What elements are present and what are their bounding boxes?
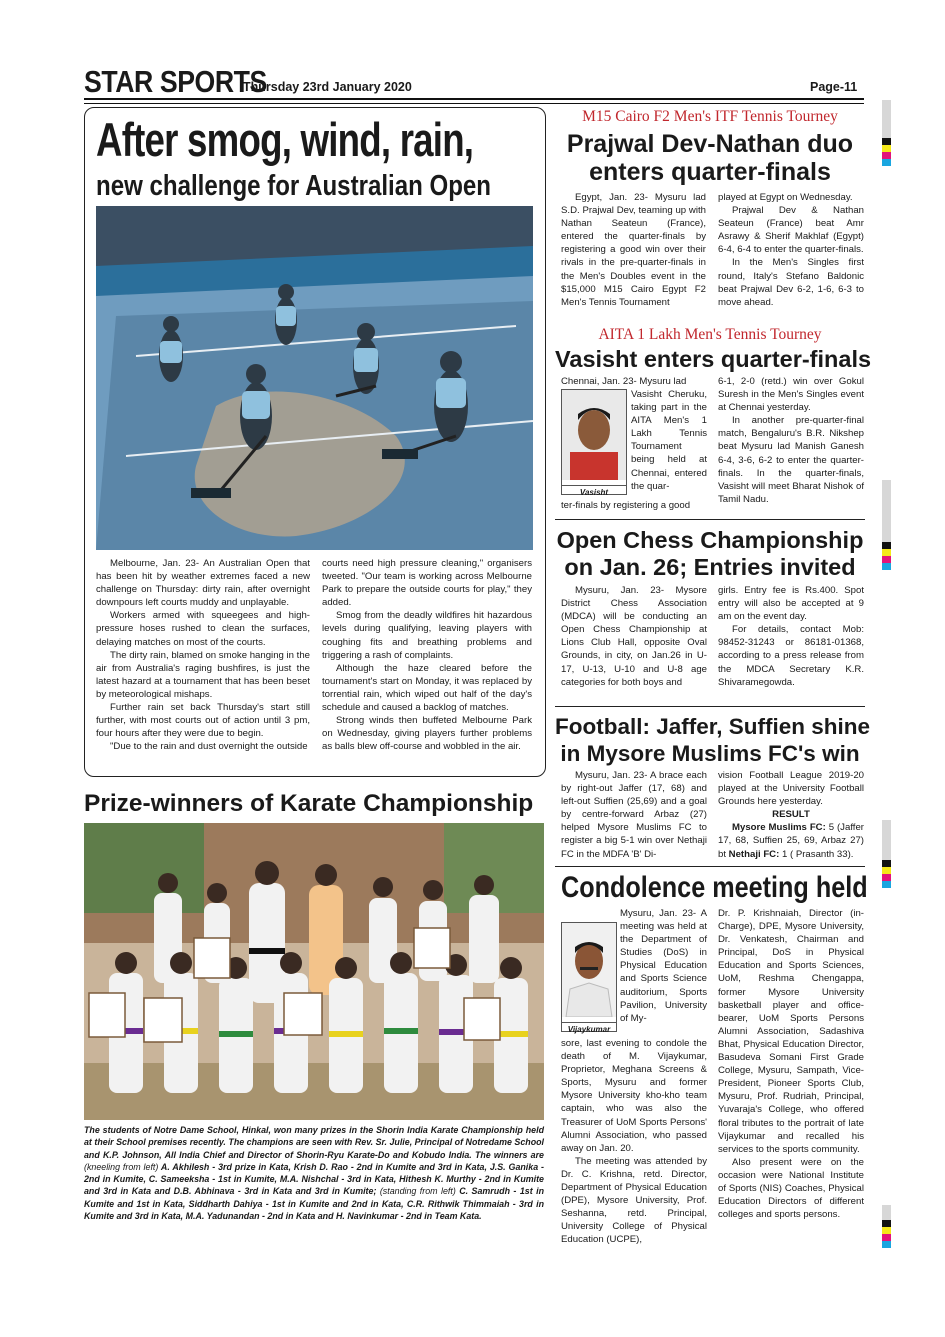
print-registration-bar [882,1205,891,1248]
print-registration-bar [882,480,891,570]
lead-paragraph: Workers armed with squeegees and high-pressure hoses rushed to clean the surfaces, delaying matches on most of the courts. [96,610,310,648]
header-rule-thin [84,103,864,104]
vasisht-photo-label: Vasisht [562,485,626,499]
caption-part: C. Samrudh - 1st in Kumite and 1st in Kata, Siddharth Dahiya - 1st in Kumite and 2nd in Kata, C.R. Rithwik Thimmaiah - 3rd in Kumite and 3rd in Kata, M.A. Yadunandan - 2nd in Kata and H. Navinkumar - 2nd in Team Kata. [84,1186,544,1222]
football-result-label: RESULT [772,809,810,821]
caption-part: The students of Notre Dame School, Hinkal, won many prizes in the Shorin India Karate Championship held at their School premises recently. The champions are seen with Rev. Sr. Julie, Principal of Notredame School and K.P. Johnson, All India Chief and Director of Shorin-Ryu Karate-Do and Kobudo India. The winners are [84,1125,544,1160]
chess-paragraph: girls. Entry fee is Rs.400. Spot entry will also be accepted at 9 am on the event day. [718,585,864,623]
tennis2-kicker: AITA 1 Lakh Men's Tennis Tourney [598,326,822,343]
caption-standing: (standing from left) [379,1186,456,1197]
court-cleaning-illustration [96,206,533,550]
chess-headline-2: on Jan. 26; Entries invited [564,554,856,580]
page-number: Page-11 [810,80,858,94]
section-divider [555,519,865,520]
condolence-paragraph: Also present were on the occasion were National Institute of Sports (NIS) Coaches, Physical Education Directors of different colleges and sports persons. [718,1156,864,1221]
lead-paragraph: Melbourne, Jan. 23- An Australian Open that has been hit by weather extremes faced a new challenge on Thursday: dirty rain, after overnight downpours left courts muddy and unplayable. [96,558,310,609]
karate-headline: Prize-winners of Karate Championship [84,790,534,817]
tennis1-headline-1: Prajwal Dev-Nathan duo [566,130,854,158]
lead-paragraph: The dirty rain, blamed on smoke hanging in the air from Australia's raging bushfires, is just the latest hazard at a tournament that has been beset by meteorological mishaps. [96,649,310,700]
vijaykumar-photo [561,922,617,1032]
condolence-column-1 [561,1037,707,1247]
football-headline-2: in Mysore Muslims FC's win [560,741,860,766]
chess-column-2 [718,584,864,689]
tennis1-column-1 [561,191,706,309]
tennis1-paragraph: played at Egypt on Wednesday. [718,192,853,203]
tennis2-paragraph: 6-1, 2-0 (retd.) win over Gokul Suresh in the Men's Singles event at Chennai yesterday. [718,376,864,414]
football-result [718,821,864,860]
tennis2-column-2 [718,375,864,506]
tennis2-paragraph: In another pre-quarter-final match, Bengaluru's B.R. Nikshep beat Mysuru lad Manish Ganesh 6-4, 3-6, 6-2 to enter the quarter-finals. In the quarter-finals, Vasisht will meet Bharat Nishok of Tamil Nadu. [718,415,864,505]
caption-kneeling: (kneeling from left) [84,1161,159,1172]
lead-paragraph: courts need high pressure cleaning," organisers tweeted. "Our team is working across Melbourne Park to prepare the outside courts for play," they added. [322,558,532,609]
football-paragraph: Mysuru, Jan. 23- A brace each by right-out Jaffer (17, 68) and left-out Suffien (25,69) and a goal by centre-forward Arbaz (27) helped Mysore Muslims FC to register a big 5-1 win over Nethaji FC in the MDFA 'B' Di- [561,770,707,860]
condolence-column-2 [718,907,864,1221]
issue-date: Thursday 23rd January 2020 [243,80,412,94]
lead-paragraph: Smog from the deadly wildfires hit hazardous levels during qualifying, leaving players with coughing fits and breathing problems and triggering a rash of complaints. [322,610,532,661]
header-rule [84,98,864,100]
lead-paragraph: "Due to the rain and dust overnight the outside [110,741,308,753]
vijaykumar-portrait [562,923,616,1017]
condolence-headline: Condolence meeting held [561,871,868,904]
condolence-paragraph: sore, last evening to condole the death of M. Vijaykumar, Proprietor, Meghana Screens & Sports, Mysuru and former Mysore University kho-kho team captain, who was also the Treasurer of UoM Sports Persons' Alumni Association, who passed away on Jan. 20. [561,1038,707,1154]
tennis2-beside-photo: Vasisht Cheruku, taking part in the AITA Men's 1 Lakh Tennis Tournament being held at Chennai, entered the quar- [631,389,707,492]
tennis1-headline-2: enters quarter-finals [589,158,831,186]
section-divider [555,866,865,867]
vasisht-portrait [562,390,626,480]
lead-paragraph: Further rain set back Thursday's start still further, with most courts out of action until 3 pm, four hours after they were due to begin. [96,702,310,740]
karate-group-photo [84,823,544,1120]
condolence-paragraph: The meeting was attended by Dr. C. Krishna, retd. Director, Department of Physical Education (DPE), Mysore University, Prof. Seshanna, retd. Principal, University College of Physical Education (UCPE), [561,1155,707,1246]
result-team-2: Nethaji FC: [728,848,780,860]
tennis1-kicker: M15 Cairo F2 Men's ITF Tennis Tourney [582,108,838,125]
caption-part: A. Akhilesh - 3rd prize in Kata, Krish D. Rao - 2nd in Kumite and 3rd in Kata, J.S. Ganika - 2nd in Kumite, C. Sameeksha - 1st in Kumite, M.A. Nishchal - 3rd in Kata, Hithesh K. Murthy - 2nd in Kumite and 3rd in Kata and D.B. Abhinava - 3rd in Kata and 3rd in Kumite; [84,1161,544,1197]
tennis2-headline: Vasisht enters quarter-finals [555,346,872,372]
football-column-1 [561,769,707,861]
print-registration-bar [882,820,891,888]
lead-subhead: new challenge for Australian Open [96,170,492,202]
football-headline-1: Football: Jaffer, Suffien shine [555,714,871,739]
chess-column-1 [561,584,707,689]
karate-group-illustration [84,823,544,1120]
condolence-beside-photo: Mysuru, Jan. 23- A meeting was held at the Department of Studies (DoS) in Physical Education and Sports Science auditorium, Sports Pavilion, University of My- [620,908,707,1024]
lead-headline: After smog, wind, rain, [96,113,474,166]
result-team-1: Mysore Muslims FC: [732,822,826,834]
karate-caption [84,1124,544,1222]
result-text: 1 ( Prasanth 33). [779,848,854,860]
lead-paragraph: Strong winds then buffeted Melbourne Park on Wednesday, giving players further problems as balls blew off-course and wobbled in the air. [322,715,532,753]
tennis1-paragraph: Egypt, Jan. 23- Mysuru lad S.D. Prajwal Dev, teaming up with Nathan Seateun (France), entered the quarter-finals by registering a good win over their rivals in the pre-quarter-finals in the Men's Doubles event in the $15,000 M15 Cairo Egypt F2 Men's Tennis Tournament [561,192,706,308]
chess-headline-1: Open Chess Championship [556,527,864,553]
condolence-paragraph: Dr. P. Krishnaiah, Director (in-Charge), DPE, Mysore University, Dr. Venkatesh, Chairman and Principal, DoS in Physical Education and Sports Sciences, UoM, Reshma Chengappa, former Mysore University basketball player and office-bearer, UoM Sports Persons Alumni Association, Sadashiva Bhat, Physical Education Director, Basudeva Somani First Grade College, Mysuru, Sampath, Vice-President, Pioneer Sports Club, Mysuru, Prof. Rudriah, Principal, Yuvaraja's College, who offered floral tributes to the portrait of late Vijaykumar and recalled his services to the sports community. [718,908,864,1155]
football-column-2 [718,769,864,861]
tennis2-tail: ter-finals by registering a good [561,500,691,511]
print-registration-bar [882,100,891,166]
vijaykumar-photo-label: Vijaykumar [562,1022,616,1036]
tennis1-column-2 [718,191,864,309]
lead-column-1 [96,557,310,753]
lead-paragraph: Although the haze cleared before the tournament's start on Monday, it was replaced by torrential rain, which wiped out half of the day's schedule and caused a backlog of matches. [322,662,532,714]
masthead-title: STAR SPORTS [84,64,267,99]
vasisht-photo [561,389,627,495]
result-text: 5 (Jaffer 17, 68, Suffien 25, 69, Arbaz 27) bt [718,822,865,860]
tennis1-paragraph: In the Men's Singles first round, Italy's Stefano Baldonic beat Prajwal Dev 6-2, 1-6, 6-3 to move ahead. [718,257,864,308]
tennis1-paragraph: Prajwal Dev & Nathan Seateun (France) beat Amr Asrawy & Sherif Makhlaf (Egypt) 6-4, 6-4 to enter the quarter-finals. [718,205,864,256]
court-cleaning-photo [96,206,533,550]
football-paragraph: vision Football League 2019-20 played at the University Football Grounds here yesterday. [718,770,864,808]
tennis2-lead-line: Chennai, Jan. 23- Mysuru lad [561,376,687,387]
chess-paragraph: For details, contact Mob: 98452-31243 or 86181-01368, according to a press release from the MDCA Secretary K.R. Shivaramegowda. [718,624,864,688]
lead-column-2 [322,557,532,753]
chess-paragraph: Mysuru, Jan. 23- Mysore District Chess Association (MDCA) will be conducting an Open Chess Championship at Lions Club Hall, opposite Oval Grounds, in city, on Jan.26 in U-17, U-13, U-10 and U-8 age categories for both boys and [561,585,707,688]
section-divider [555,706,865,707]
